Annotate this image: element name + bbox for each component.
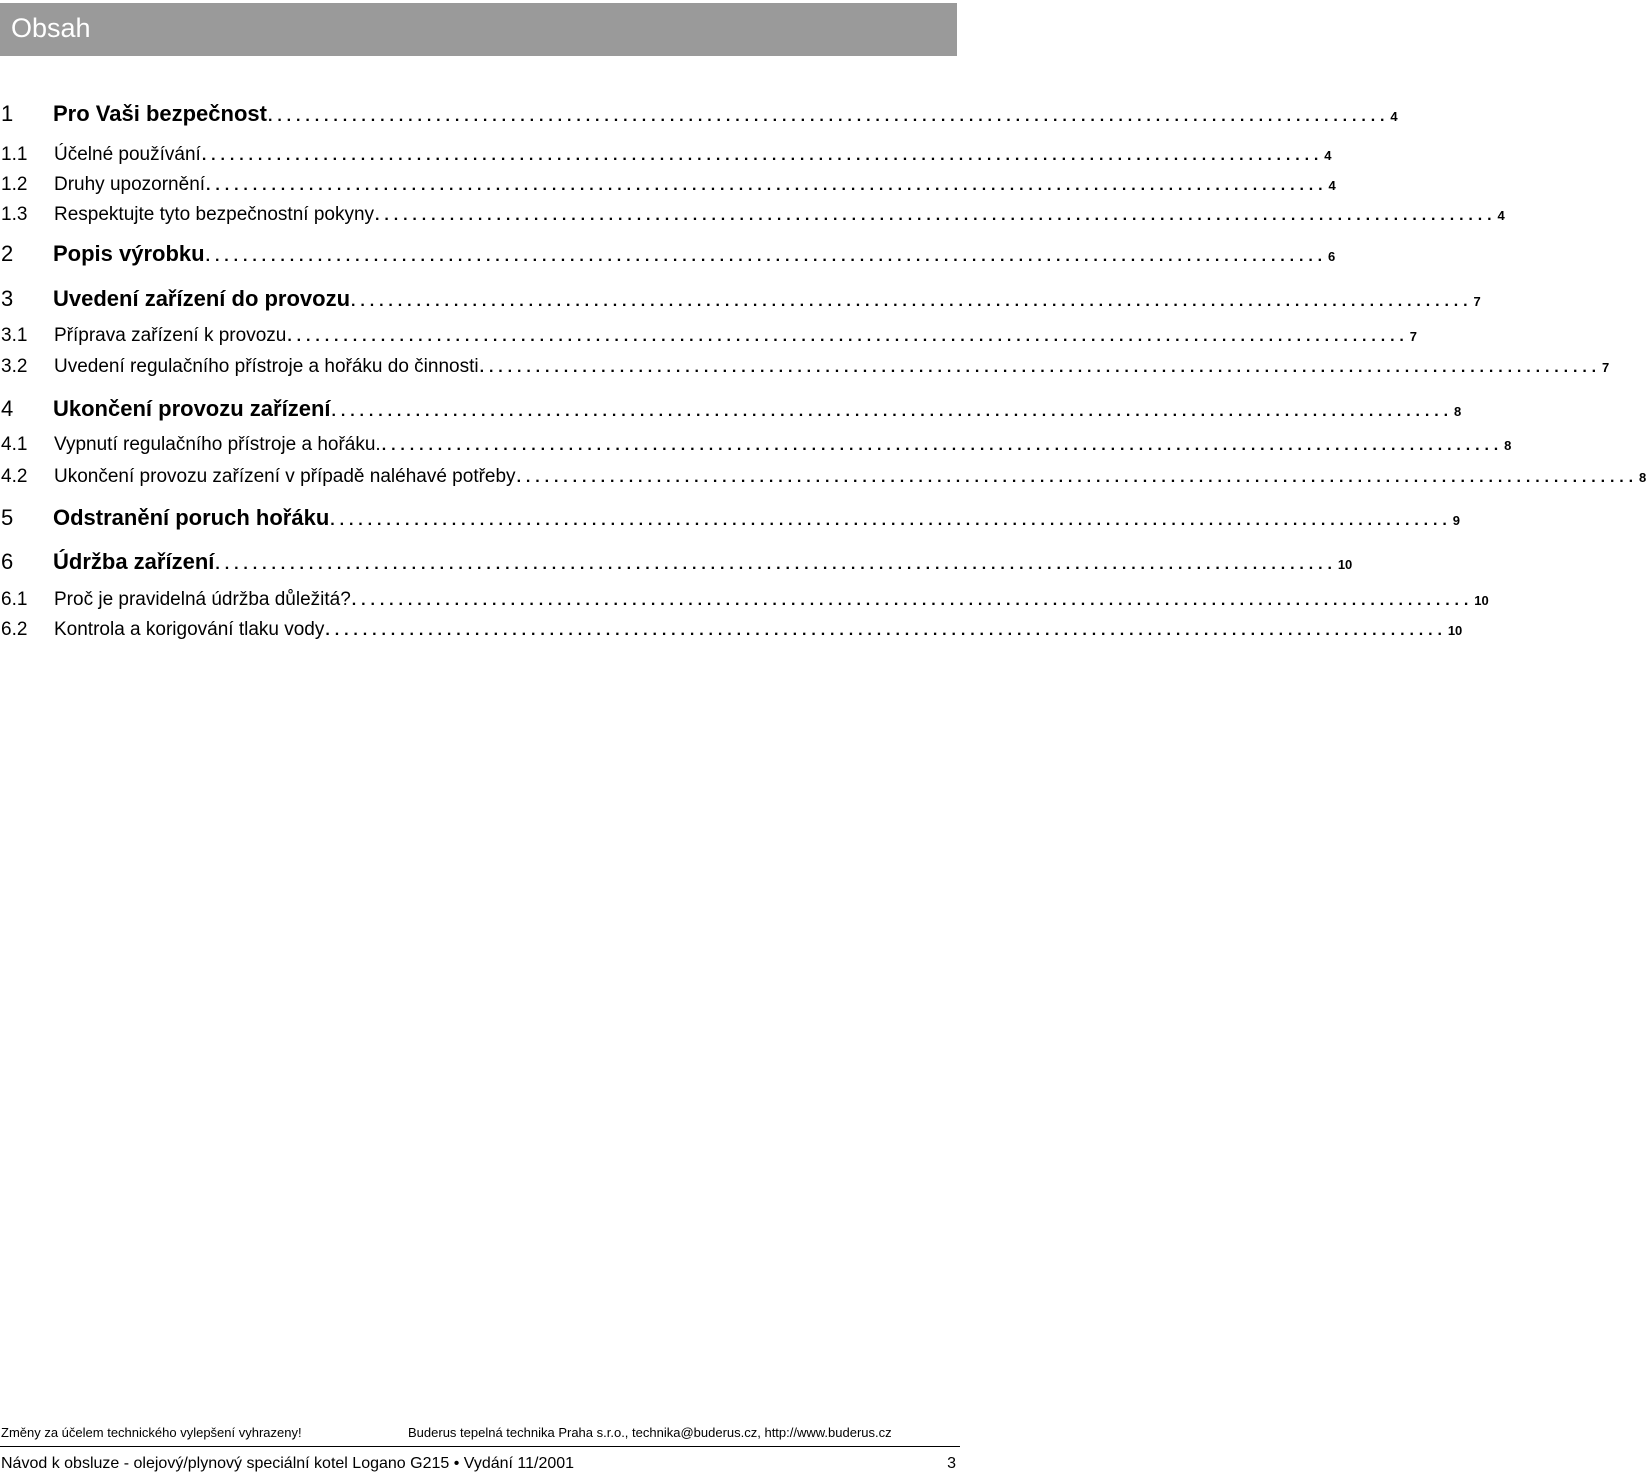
toc-entry-title: Ukončení provozu zařízení v případě naléhavé potřeby [54,466,516,487]
toc-dot-leader: ........................................................................................................................ [330,512,1452,529]
toc-entry-number: 3.1 [1,325,28,346]
header-bar [0,3,957,56]
page-title: Obsah [11,13,91,43]
toc-dot-leader: ........................................................................................................................ [287,328,1409,345]
toc-entry[interactable] [0,204,1505,230]
toc-dot-leader: ........................................................................................................................ [325,622,1447,639]
toc-entry-page: 10 [1337,557,1353,572]
toc-entry-title: Respektujte tyto bezpečnostní pokyny [54,204,375,225]
toc-entry-title: Údržba zařízení [53,549,215,574]
toc-entry[interactable] [0,241,1336,271]
toc-entry-number: 1.3 [1,204,28,225]
toc-entry-page: 6 [1328,249,1336,264]
toc-entry-title: Kontrola a korigování tlaku vody [54,619,325,640]
toc-entry-title: Vypnutí regulačního přístroje a hořáku. [54,434,381,455]
toc-entry-title: Uvedení zařízení do provozu [53,286,351,311]
footer-disclaimer: Změny za účelem technického vylepšení vyhrazeny! [1,1425,302,1440]
toc-entry-page: 10 [1474,593,1489,608]
toc-entry[interactable] [0,589,1489,615]
toc-entry-page: 8 [1639,470,1646,485]
toc-entry-page: 4 [1324,148,1332,163]
toc-entry-number: 6 [1,549,14,574]
toc-dot-leader: ........................................................................................................................ [351,293,1473,310]
toc-entry-number: 6.1 [1,589,28,610]
toc-entry[interactable] [0,286,1481,316]
toc-entry-number: 6.2 [1,619,28,640]
toc-entry[interactable] [0,466,1646,492]
toc-entry-title: Uvedení regulačního přístroje a hořáku do činnosti [54,356,479,377]
toc-entry-number: 5 [1,505,14,530]
toc-dot-leader: ........................................................................................................................ [215,556,1337,573]
toc-entry-number: 1.2 [1,174,28,195]
toc-entry-title: Účelné používání [54,144,201,165]
toc-entry-number: 4 [1,396,14,421]
toc-entry[interactable] [0,619,1463,645]
toc-entry-page: 4 [1390,109,1398,124]
footer-page-number: 3 [947,1455,956,1472]
toc-dot-leader: ........................................................................................................................ [206,177,1328,194]
toc-entry-page: 10 [1447,623,1463,638]
toc-entry-page: 7 [1473,294,1481,309]
toc-entry-page: 8 [1504,438,1512,453]
toc-dot-leader: ........................................................................................................................ [267,108,1390,125]
toc-entry-number: 2 [1,241,14,266]
toc-entry-number: 4.1 [1,434,28,455]
toc-entry-title: Příprava zařízení k provozu [54,325,287,346]
toc-entry[interactable] [0,396,1462,426]
footer-company: Buderus tepelná technika Praha s.r.o., technika@buderus.cz, http://www.buderus.cz [408,1425,892,1440]
toc-entry-page: 7 [1409,329,1417,344]
toc-dot-leader: ........................................................................................................................ [331,403,1453,420]
toc-dot-leader: ........................................................................................................................ [205,248,1328,265]
toc-entry-page: 7 [1602,360,1610,375]
toc-entry-page: 8 [1453,404,1462,419]
toc-entry[interactable] [0,101,1398,131]
toc-entry-number: 1.1 [1,144,28,165]
toc-entry-number: 3.2 [1,356,28,377]
toc-entry-number: 3 [1,286,14,311]
toc-entry-title: Popis výrobku [53,241,205,266]
toc-entry[interactable] [0,434,1512,460]
toc-entry-title: Pro Vaši bezpečnost [53,101,267,126]
toc-entry-title: Odstranění poruch hořáku [53,505,330,530]
footer-divider [0,1446,960,1447]
toc-entry-page: 4 [1497,208,1505,223]
toc-entry-title: Ukončení provozu zařízení [53,396,331,421]
toc-entry[interactable] [0,356,1610,382]
toc-entry-number: 4.2 [1,466,28,487]
toc-dot-leader: ........................................................................................................................ [516,469,1638,486]
toc-dot-leader: ........................................................................................................................ [381,437,1504,454]
toc-dot-leader: ........................................................................................................................ [479,359,1602,376]
toc-entry-page: 4 [1328,178,1336,193]
toc-entry-page: 9 [1452,513,1460,528]
toc-dot-leader: ........................................................................................................................ [201,147,1324,164]
toc-entry[interactable] [0,549,1353,579]
toc-entry-title: Proč je pravidelná údržba důležitá? [54,589,351,610]
toc-entry[interactable] [0,144,1332,170]
footer-document-title: Návod k obsluze - olejový/plynový speciální kotel Logano G215 • Vydání 11/2001 [1,1455,575,1472]
toc-dot-leader: ........................................................................................................................ [351,592,1474,609]
toc-dot-leader: ........................................................................................................................ [375,207,1497,224]
toc-entry-number: 1 [1,101,14,126]
toc-entry[interactable] [0,174,1336,200]
toc-entry[interactable] [0,325,1417,351]
toc-entry[interactable] [0,505,1460,535]
toc-entry-title: Druhy upozornění [54,174,206,195]
